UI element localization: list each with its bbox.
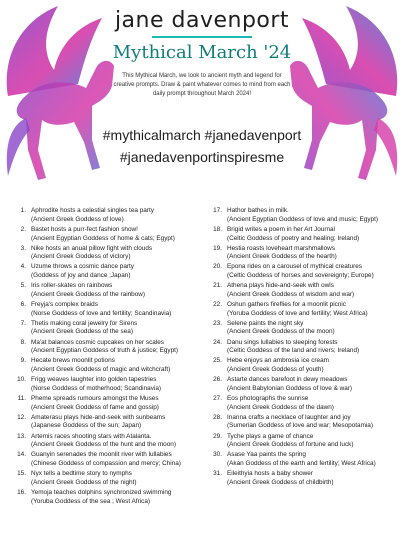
- prompt-item: [12, 433, 202, 450]
- prompt-item: [12, 451, 202, 468]
- prompt-text: Uzume throws a cosmic dance party: [31, 263, 134, 271]
- prompt-body: [227, 376, 400, 393]
- prompt-number: 4.: [20, 263, 26, 271]
- prompt-note: (Yoruba Goddess of love and fertility; West Africa): [227, 309, 368, 317]
- prompt-text: Athena plays hide-and-seek with owls: [227, 282, 334, 290]
- prompt-item: [12, 470, 202, 487]
- prompt-body: [227, 357, 400, 374]
- prompt-note: (Ancient Greek Goddess of fortune and luck): [227, 441, 354, 449]
- prompt-item: [12, 245, 202, 262]
- hashtags-line-1: #mythicalmarch #janedavenport: [102, 127, 302, 143]
- prompt-number: 19.: [213, 244, 222, 252]
- prompt-text: Hebe enjoys an ambrosia ice cream: [227, 357, 329, 365]
- prompt-body: [31, 433, 202, 450]
- prompt-note: (Chinese Goddess of compassion and mercy; China): [31, 460, 181, 468]
- prompt-item: [12, 282, 202, 299]
- prompt-number: 31.: [213, 470, 222, 478]
- prompt-item: [208, 433, 400, 450]
- prompt-text: Asase Yaa paints the spring: [227, 451, 306, 459]
- prompt-item: [208, 301, 400, 318]
- prompt-item: [208, 376, 400, 393]
- prompt-list-right: [208, 207, 400, 489]
- prompt-body: [227, 414, 400, 431]
- prompt-number: 7.: [20, 319, 26, 327]
- prompt-body: [227, 301, 400, 318]
- prompt-text: Hestia roasts loveheart marshmallows: [227, 244, 335, 252]
- prompt-note: (Ancient Greek Goddess of the night): [31, 478, 137, 486]
- prompt-number: 3.: [20, 244, 26, 252]
- prompt-item: [12, 226, 202, 243]
- prompt-text: Freyja's complex braids: [31, 300, 98, 308]
- prompt-text: Guanyin serenades the moonlit river with lullabies: [31, 451, 172, 459]
- prompt-text: Nike hosts an anual pillow fight with clouds: [31, 244, 153, 252]
- prompt-text: Astarte dances barefoot in dewy meadows: [227, 376, 348, 384]
- prompt-number: 27.: [213, 394, 222, 402]
- prompt-number: 26.: [213, 376, 222, 384]
- prompt-item: [12, 301, 202, 318]
- prompt-body: [31, 226, 202, 243]
- prompt-body: [31, 357, 202, 374]
- prompt-item: [12, 207, 202, 224]
- prompt-text: Hecate brews moonlit potions: [31, 357, 115, 365]
- prompt-text: Inanna crafts a necklace of laughter and joy: [227, 413, 351, 421]
- prompt-body: [31, 414, 202, 431]
- prompt-body: [227, 207, 400, 224]
- prompt-note: (Ancient Greek Goddess of wisdom and war): [227, 290, 355, 298]
- prompt-note: (Ancient Greek Goddess of the rainbow): [31, 290, 146, 298]
- prompt-body: [227, 470, 400, 487]
- page-title: Mythical March '24: [112, 42, 292, 63]
- prompt-number: 12.: [17, 413, 26, 421]
- prompt-note: (Celtic Goddess of poetry and healing; Ireland): [227, 234, 360, 242]
- prompt-note: (Norse Goddess of motherhood; Scandinavia): [31, 384, 162, 392]
- prompt-item: [12, 263, 202, 280]
- prompt-note: (Ancient Greek Goddess of the hunt and the moon): [31, 441, 176, 449]
- prompt-number: 2.: [20, 225, 26, 233]
- prompt-item: [12, 489, 202, 506]
- prompt-note: (Yoruba Goddess of the sea ; West Africa): [31, 497, 150, 505]
- prompt-item: [208, 245, 400, 262]
- prompt-body: [227, 339, 400, 356]
- prompt-text: Danu sings lullabies to sleeping forests: [227, 338, 338, 346]
- prompt-note: (Ancient Greek Goddess of childbirth): [227, 478, 334, 486]
- prompt-item: [12, 320, 202, 337]
- prompt-body: [31, 451, 202, 468]
- prompt-number: 5.: [20, 282, 26, 290]
- prompt-note: (Japanese Goddess of the sun; Japan): [31, 422, 142, 430]
- prompt-text: Selene paints the night sky: [227, 319, 304, 327]
- brand-underline: [152, 36, 252, 38]
- prompt-number: 10.: [17, 376, 26, 384]
- prompt-text: Thetis making coral jewelry for Sirens: [31, 319, 138, 327]
- prompt-item: [208, 320, 400, 337]
- prompt-body: [31, 320, 202, 337]
- prompt-text: Artemis races shooting stars with Atalanta.: [31, 432, 152, 440]
- prompt-text: Aphrodite hosts a celestial singles tea party: [31, 207, 154, 214]
- prompt-number: 11.: [17, 394, 26, 402]
- prompt-text: Amaterasu plays hide-and-seek with sunbeams: [31, 413, 166, 421]
- prompt-text: Iris roller-skates on rainbows: [31, 282, 113, 290]
- hashtags: [0, 124, 404, 168]
- brand-logo: jane davenport: [114, 8, 290, 33]
- prompt-note: (Ancient Greek Goddess of victory): [31, 253, 131, 261]
- prompt-item: [208, 414, 400, 431]
- prompt-text: Eileithyia hosts a baby shower: [227, 470, 313, 478]
- prompt-note: (Ancient Egyptian Goddess of home & cats; Egypt): [31, 234, 175, 242]
- prompt-text: Epona rides on a carousel of mythical creatures: [227, 263, 362, 271]
- prompt-item: [208, 226, 400, 243]
- prompt-note: (Ancient Greek Goddess of the dawn): [227, 403, 334, 411]
- prompt-note: (Ancient Greek Goddess of fame and gossip): [31, 403, 159, 411]
- prompt-body: [31, 282, 202, 299]
- prompt-body: [31, 376, 202, 393]
- prompt-number: 9.: [20, 357, 26, 365]
- prompt-item: [208, 357, 400, 374]
- prompt-number: 30.: [213, 451, 222, 459]
- prompt-body: [31, 489, 202, 506]
- prompt-number: 20.: [213, 263, 222, 271]
- prompt-body: [31, 470, 202, 487]
- prompt-body: [227, 395, 400, 412]
- prompt-item: [208, 339, 400, 356]
- prompt-text: Oshun gathers fireflies for a moonlit picnic: [227, 300, 346, 308]
- prompt-body: [31, 395, 202, 412]
- prompt-number: 23.: [213, 319, 222, 327]
- hashtags-line-2: #janedavenportinspiresme: [119, 149, 285, 165]
- prompt-number: 17.: [213, 207, 222, 214]
- prompt-item: [208, 207, 400, 224]
- prompt-note: (Ancient Greek Goddess of youth): [227, 366, 324, 374]
- prompt-note: (Ancient Greek Goddess of the moon): [227, 328, 335, 336]
- prompt-item: [208, 395, 400, 412]
- prompt-note: (Ancient Greek Goddess of the sea): [31, 328, 133, 336]
- prompt-body: [227, 282, 400, 299]
- prompt-item: [12, 414, 202, 431]
- prompt-item: [208, 470, 400, 487]
- prompt-body: [227, 226, 400, 243]
- prompt-body: [31, 245, 202, 262]
- prompt-body: [31, 301, 202, 318]
- prompt-body: [227, 451, 400, 468]
- prompt-body: [227, 433, 400, 450]
- prompt-text: Eos photographs the sunrise: [227, 394, 309, 402]
- prompt-text: Hathor bathes in milk.: [227, 207, 289, 214]
- prompt-item: [208, 282, 400, 299]
- prompt-text: Frigg weaves laughter into golden tapestries: [31, 376, 157, 384]
- prompt-text: Bastet hosts a purr-fect fashion show!: [31, 225, 138, 233]
- prompt-item: [12, 376, 202, 393]
- prompt-item: [12, 357, 202, 374]
- prompt-number: 1.: [20, 207, 26, 214]
- prompt-text: Brigid writes a poem in her Art Journal: [227, 225, 335, 233]
- prompt-item: [12, 395, 202, 412]
- prompt-number: 28.: [213, 413, 222, 421]
- prompt-note: (Ancient Greek Goddess of love): [31, 215, 124, 223]
- prompt-note: (Ancient Babylonian Goddess of love & war): [227, 384, 353, 392]
- prompt-body: [227, 320, 400, 337]
- prompt-number: 21.: [213, 282, 222, 290]
- prompt-number: 8.: [20, 338, 26, 346]
- prompt-note: (Ancient Egyptian Goddess of love and music; Egypt): [227, 215, 378, 223]
- prompt-body: [227, 263, 400, 280]
- prompt-item: [208, 451, 400, 468]
- prompt-text: Tyche plays a game of chance: [227, 432, 314, 440]
- prompt-note: (Celtic Goddess of horses and sovereignty; Europe): [227, 272, 374, 280]
- prompt-text: Nyx tells a bedtime story to nymphs: [31, 470, 132, 478]
- prompt-text: Ma'at balances cosmic cupcakes on her scales: [31, 338, 165, 346]
- prompt-note: (Norse Goddess of love and fertility; Scandinavia): [31, 309, 172, 317]
- prompt-text: Yemoja teaches dolphins synchronized swimming: [31, 488, 172, 496]
- prompt-number: 13.: [17, 432, 26, 440]
- prompt-note: (Ancient Greek Goddess of the hearth): [227, 253, 337, 261]
- prompt-number: 14.: [17, 451, 26, 459]
- prompt-number: 18.: [213, 225, 222, 233]
- prompt-note: (Celtic Goddess of the land and rivers; Ireland): [227, 347, 360, 355]
- prompt-note: (Ancient Egyptian Goddess of truth & justice; Egypt): [31, 347, 179, 355]
- prompt-body: [227, 245, 400, 262]
- prompt-number: 15.: [17, 470, 26, 478]
- prompt-text: Pheme spreads rumours amongst the Muses: [31, 394, 159, 402]
- prompt-note: (Ancient Greek Goddess of magic and witchcraft): [31, 366, 171, 374]
- prompt-number: 6.: [20, 300, 26, 308]
- prompt-body: [31, 263, 202, 280]
- intro-text: This Mythical March, we look to ancient myth and legend for creative prompts. Draw & paint whatever comes to mind from each daily prompt throughout March 2024!: [113, 73, 291, 97]
- prompt-number: 16.: [17, 488, 26, 496]
- prompt-body: [31, 207, 202, 224]
- prompt-number: 22.: [213, 300, 222, 308]
- prompt-item: [12, 339, 202, 356]
- prompt-number: 24.: [213, 338, 222, 346]
- prompt-body: [31, 339, 202, 356]
- prompt-number: 25.: [213, 357, 222, 365]
- prompt-note: (Akan Goddess of the earth and fertility; West Africa): [227, 460, 376, 468]
- prompt-list-left: [12, 207, 202, 508]
- prompt-item: [208, 263, 400, 280]
- prompt-note: (Goddess of joy and dance ;Japan): [31, 272, 131, 280]
- prompt-number: 29.: [213, 432, 222, 440]
- prompt-note: (Sumerian Goddess of love and war; Mesopotamia): [227, 422, 373, 430]
